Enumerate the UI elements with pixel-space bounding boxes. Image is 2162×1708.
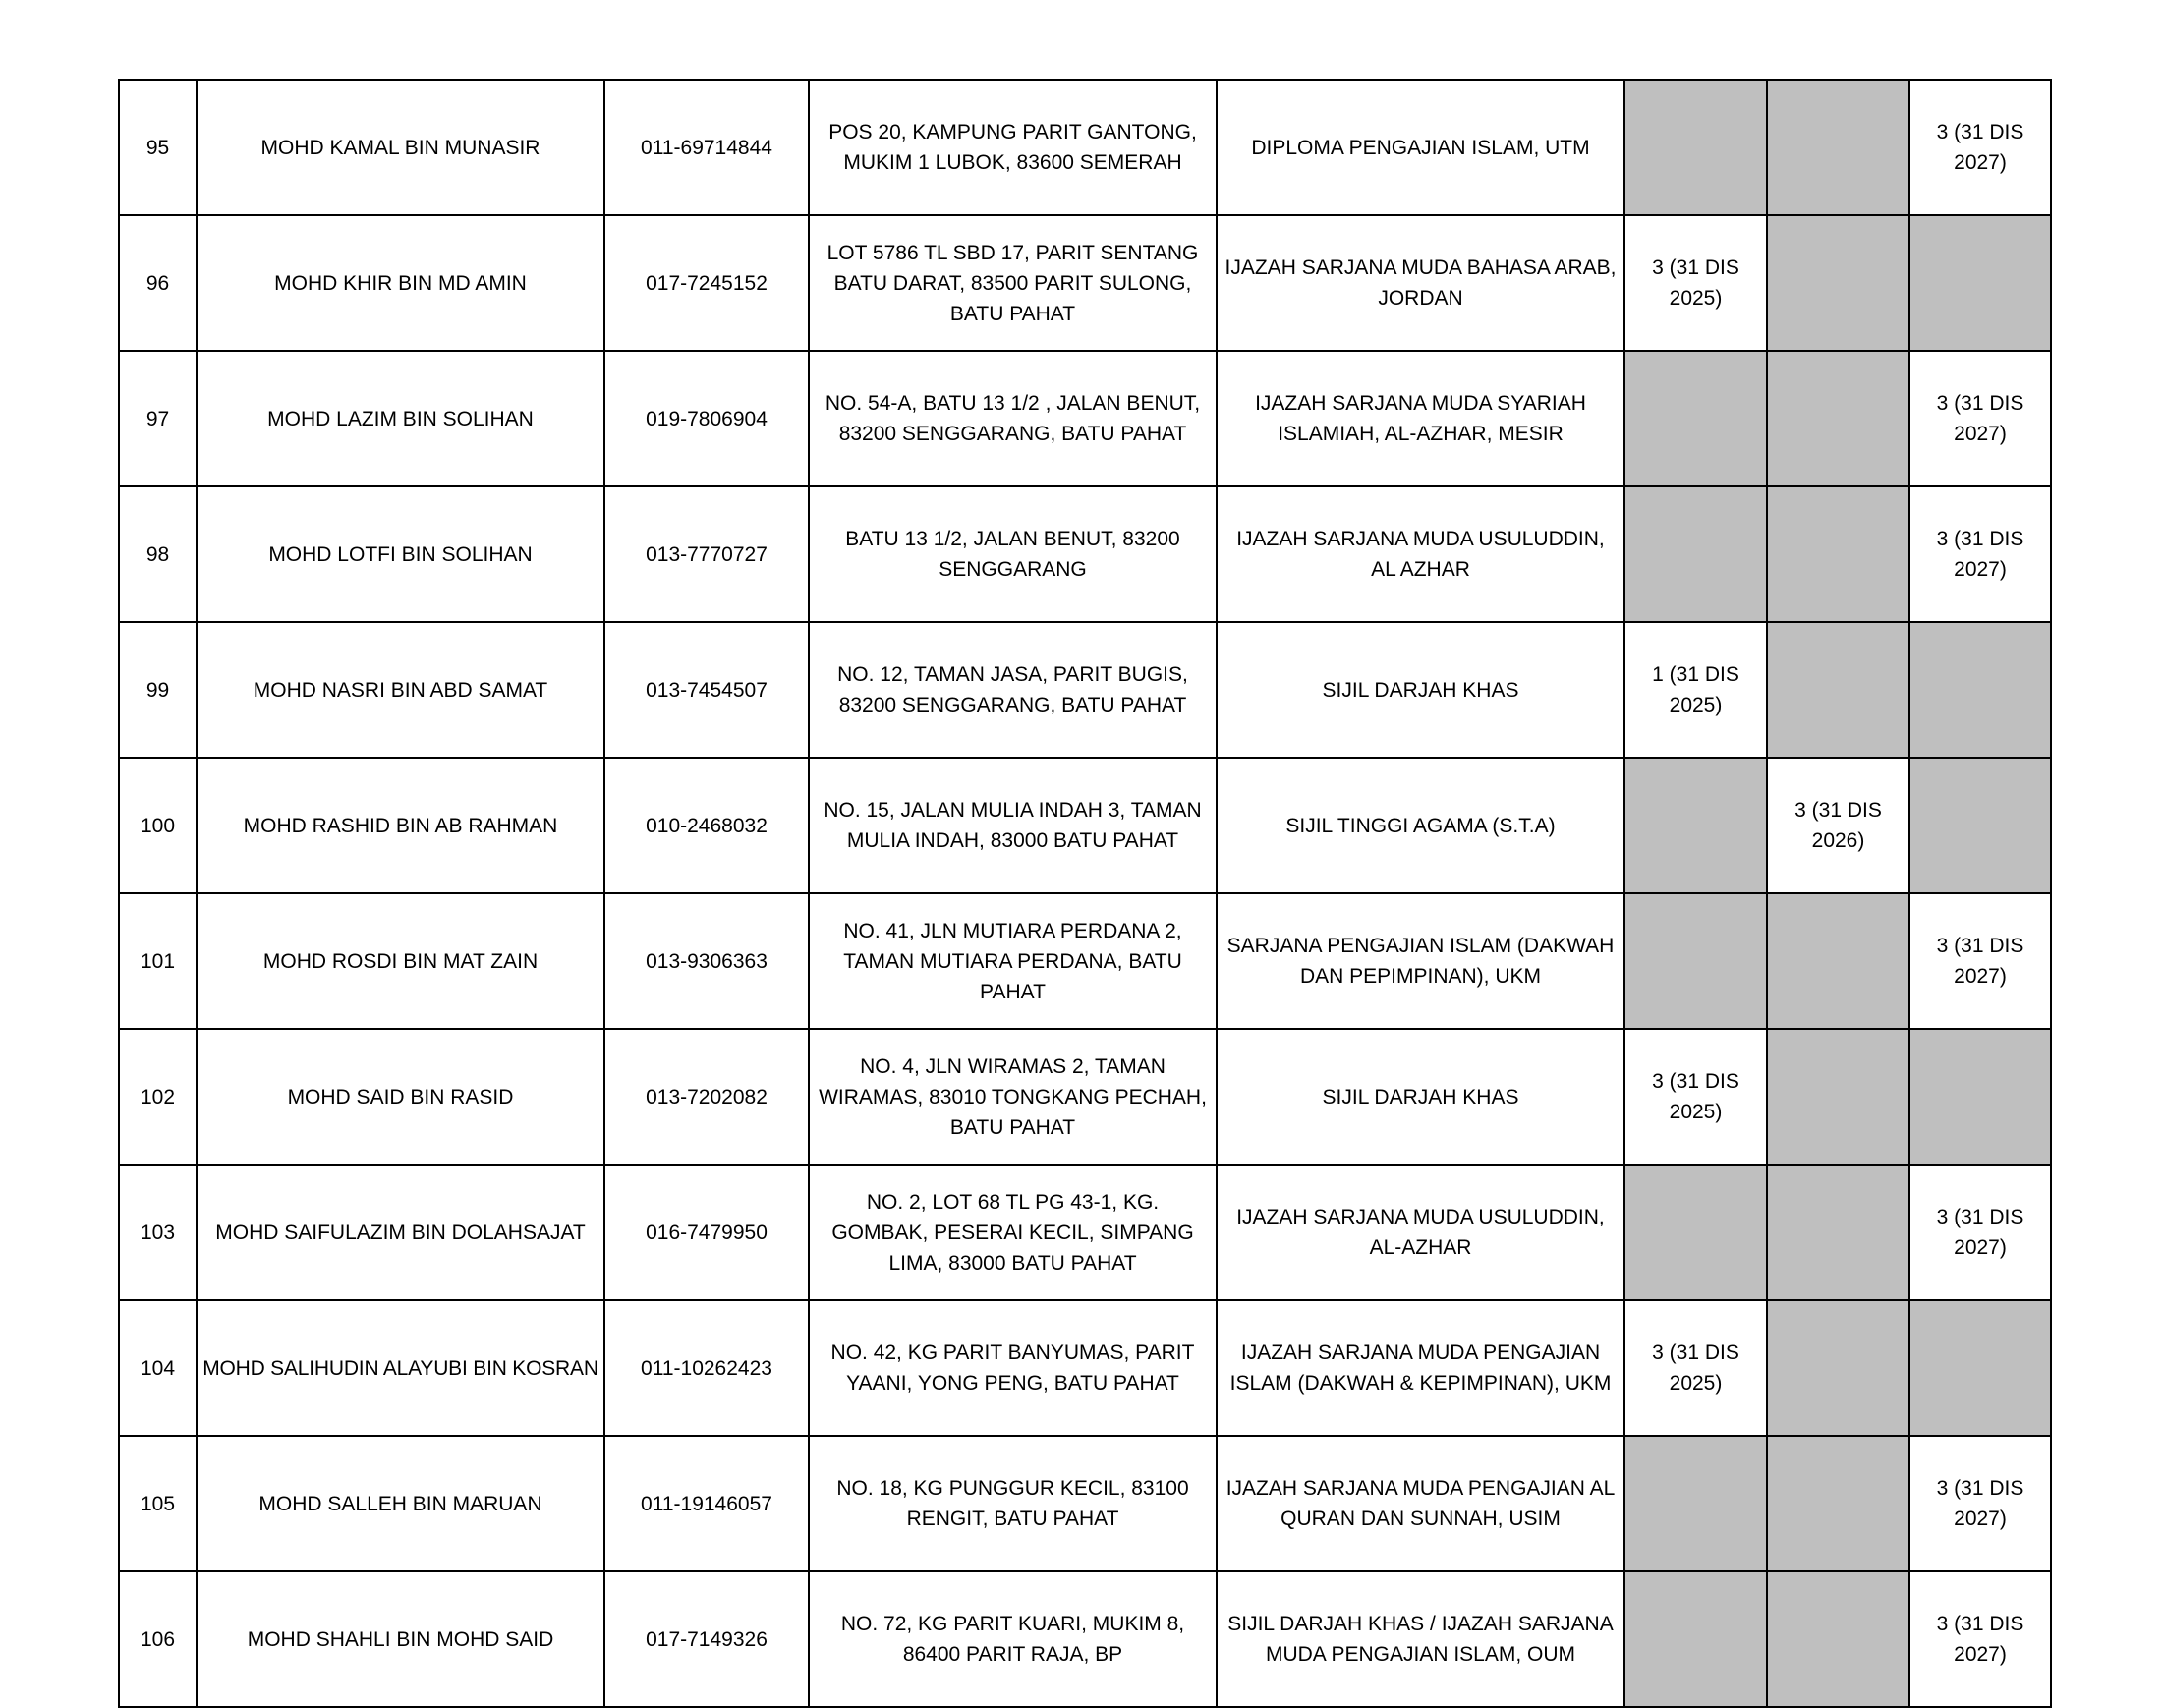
phone-cell: 013-7202082	[604, 1029, 809, 1165]
phone-cell: 011-19146057	[604, 1436, 809, 1571]
term-2025-cell: 3 (31 DIS 2025)	[1624, 1300, 1767, 1436]
row-number-cell: 99	[119, 622, 197, 758]
qualification-cell: IJAZAH SARJANA MUDA SYARIAH ISLAMIAH, AL-AZHAR, MESIR	[1217, 351, 1624, 486]
row-number-cell: 103	[119, 1165, 197, 1300]
term-2027-cell	[1909, 1029, 2051, 1165]
table-row	[119, 1436, 2051, 1571]
term-2027-cell: 3 (31 DIS 2027)	[1909, 1571, 2051, 1707]
name-cell: MOHD KHIR BIN MD AMIN	[197, 215, 604, 351]
phone-cell: 017-7149326	[604, 1571, 809, 1707]
row-number-cell: 104	[119, 1300, 197, 1436]
address-cell: NO. 2, LOT 68 TL PG 43-1, KG. GOMBAK, PESERAI KECIL, SIMPANG LIMA, 83000 BATU PAHAT	[809, 1165, 1217, 1300]
name-cell: MOHD SALLEH BIN MARUAN	[197, 1436, 604, 1571]
name-cell: MOHD SAID BIN RASID	[197, 1029, 604, 1165]
term-2025-cell	[1624, 351, 1767, 486]
term-2027-cell: 3 (31 DIS 2027)	[1909, 1165, 2051, 1300]
term-2027-cell	[1909, 758, 2051, 893]
row-number-cell: 95	[119, 80, 197, 215]
address-cell: NO. 42, KG PARIT BANYUMAS, PARIT YAANI, YONG PENG, BATU PAHAT	[809, 1300, 1217, 1436]
qualification-cell: IJAZAH SARJANA MUDA PENGAJIAN AL QURAN DAN SUNNAH, USIM	[1217, 1436, 1624, 1571]
table-row	[119, 215, 2051, 351]
qualification-cell: SIJIL DARJAH KHAS	[1217, 622, 1624, 758]
table-row	[119, 758, 2051, 893]
qualification-cell: SIJIL DARJAH KHAS	[1217, 1029, 1624, 1165]
term-2027-cell	[1909, 215, 2051, 351]
name-cell: MOHD SALIHUDIN ALAYUBI BIN KOSRAN	[197, 1300, 604, 1436]
address-cell: NO. 18, KG PUNGGUR KECIL, 83100 RENGIT, BATU PAHAT	[809, 1436, 1217, 1571]
qualification-cell: IJAZAH SARJANA MUDA PENGAJIAN ISLAM (DAKWAH & KEPIMPINAN), UKM	[1217, 1300, 1624, 1436]
phone-cell: 013-7454507	[604, 622, 809, 758]
table-row	[119, 622, 2051, 758]
records-table	[118, 79, 2052, 1708]
table-row	[119, 80, 2051, 215]
phone-cell: 017-7245152	[604, 215, 809, 351]
term-2025-cell	[1624, 893, 1767, 1029]
row-number-cell: 97	[119, 351, 197, 486]
address-cell: NO. 72, KG PARIT KUARI, MUKIM 8, 86400 PARIT RAJA, BP	[809, 1571, 1217, 1707]
row-number-cell: 100	[119, 758, 197, 893]
qualification-cell: DIPLOMA PENGAJIAN ISLAM, UTM	[1217, 80, 1624, 215]
term-2027-cell	[1909, 1300, 2051, 1436]
phone-cell: 010-2468032	[604, 758, 809, 893]
term-2025-cell: 3 (31 DIS 2025)	[1624, 215, 1767, 351]
name-cell: MOHD SAIFULAZIM BIN DOLAHSAJAT	[197, 1165, 604, 1300]
phone-cell: 013-7770727	[604, 486, 809, 622]
address-cell: NO. 15, JALAN MULIA INDAH 3, TAMAN MULIA INDAH, 83000 BATU PAHAT	[809, 758, 1217, 893]
table-row	[119, 1029, 2051, 1165]
row-number-cell: 105	[119, 1436, 197, 1571]
address-cell: NO. 4, JLN WIRAMAS 2, TAMAN WIRAMAS, 83010 TONGKANG PECHAH, BATU PAHAT	[809, 1029, 1217, 1165]
phone-cell: 011-10262423	[604, 1300, 809, 1436]
name-cell: MOHD RASHID BIN AB RAHMAN	[197, 758, 604, 893]
term-2025-cell	[1624, 486, 1767, 622]
qualification-cell: IJAZAH SARJANA MUDA BAHASA ARAB, JORDAN	[1217, 215, 1624, 351]
term-2026-cell	[1767, 1571, 1909, 1707]
table-row	[119, 1300, 2051, 1436]
term-2026-cell	[1767, 893, 1909, 1029]
table-row	[119, 486, 2051, 622]
term-2025-cell: 3 (31 DIS 2025)	[1624, 1029, 1767, 1165]
term-2026-cell	[1767, 1165, 1909, 1300]
name-cell: MOHD ROSDI BIN MAT ZAIN	[197, 893, 604, 1029]
term-2025-cell	[1624, 80, 1767, 215]
name-cell: MOHD LAZIM BIN SOLIHAN	[197, 351, 604, 486]
phone-cell: 011-69714844	[604, 80, 809, 215]
table-row	[119, 893, 2051, 1029]
address-cell: NO. 41, JLN MUTIARA PERDANA 2, TAMAN MUTIARA PERDANA, BATU PAHAT	[809, 893, 1217, 1029]
address-cell: NO. 54-A, BATU 13 1/2 , JALAN BENUT, 83200 SENGGARANG, BATU PAHAT	[809, 351, 1217, 486]
address-cell: BATU 13 1/2, JALAN BENUT, 83200 SENGGARANG	[809, 486, 1217, 622]
term-2026-cell	[1767, 351, 1909, 486]
row-number-cell: 106	[119, 1571, 197, 1707]
qualification-cell: SIJIL DARJAH KHAS / IJAZAH SARJANA MUDA PENGAJIAN ISLAM, OUM	[1217, 1571, 1624, 1707]
name-cell: MOHD LOTFI BIN SOLIHAN	[197, 486, 604, 622]
phone-cell: 013-9306363	[604, 893, 809, 1029]
term-2027-cell	[1909, 622, 2051, 758]
term-2026-cell: 3 (31 DIS 2026)	[1767, 758, 1909, 893]
term-2026-cell	[1767, 1436, 1909, 1571]
term-2026-cell	[1767, 622, 1909, 758]
term-2026-cell	[1767, 486, 1909, 622]
address-cell: NO. 12, TAMAN JASA, PARIT BUGIS, 83200 SENGGARANG, BATU PAHAT	[809, 622, 1217, 758]
row-number-cell: 98	[119, 486, 197, 622]
row-number-cell: 101	[119, 893, 197, 1029]
records-table-body	[119, 80, 2051, 1707]
table-row	[119, 351, 2051, 486]
table-row	[119, 1571, 2051, 1707]
term-2027-cell: 3 (31 DIS 2027)	[1909, 351, 2051, 486]
term-2026-cell	[1767, 1300, 1909, 1436]
term-2027-cell: 3 (31 DIS 2027)	[1909, 1436, 2051, 1571]
name-cell: MOHD KAMAL BIN MUNASIR	[197, 80, 604, 215]
table-row	[119, 1165, 2051, 1300]
phone-cell: 019-7806904	[604, 351, 809, 486]
address-cell: POS 20, KAMPUNG PARIT GANTONG, MUKIM 1 LUBOK, 83600 SEMERAH	[809, 80, 1217, 215]
name-cell: MOHD NASRI BIN ABD SAMAT	[197, 622, 604, 758]
qualification-cell: IJAZAH SARJANA MUDA USULUDDIN, AL AZHAR	[1217, 486, 1624, 622]
term-2025-cell	[1624, 1436, 1767, 1571]
term-2026-cell	[1767, 1029, 1909, 1165]
term-2025-cell	[1624, 758, 1767, 893]
name-cell: MOHD SHAHLI BIN MOHD SAID	[197, 1571, 604, 1707]
qualification-cell: SIJIL TINGGI AGAMA (S.T.A)	[1217, 758, 1624, 893]
qualification-cell: SARJANA PENGAJIAN ISLAM (DAKWAH DAN PEPIMPINAN), UKM	[1217, 893, 1624, 1029]
term-2025-cell	[1624, 1165, 1767, 1300]
qualification-cell: IJAZAH SARJANA MUDA USULUDDIN, AL-AZHAR	[1217, 1165, 1624, 1300]
row-number-cell: 102	[119, 1029, 197, 1165]
term-2025-cell	[1624, 1571, 1767, 1707]
phone-cell: 016-7479950	[604, 1165, 809, 1300]
term-2026-cell	[1767, 215, 1909, 351]
term-2026-cell	[1767, 80, 1909, 215]
term-2025-cell: 1 (31 DIS 2025)	[1624, 622, 1767, 758]
address-cell: LOT 5786 TL SBD 17, PARIT SENTANG BATU DARAT, 83500 PARIT SULONG, BATU PAHAT	[809, 215, 1217, 351]
row-number-cell: 96	[119, 215, 197, 351]
term-2027-cell: 3 (31 DIS 2027)	[1909, 486, 2051, 622]
term-2027-cell: 3 (31 DIS 2027)	[1909, 80, 2051, 215]
term-2027-cell: 3 (31 DIS 2027)	[1909, 893, 2051, 1029]
